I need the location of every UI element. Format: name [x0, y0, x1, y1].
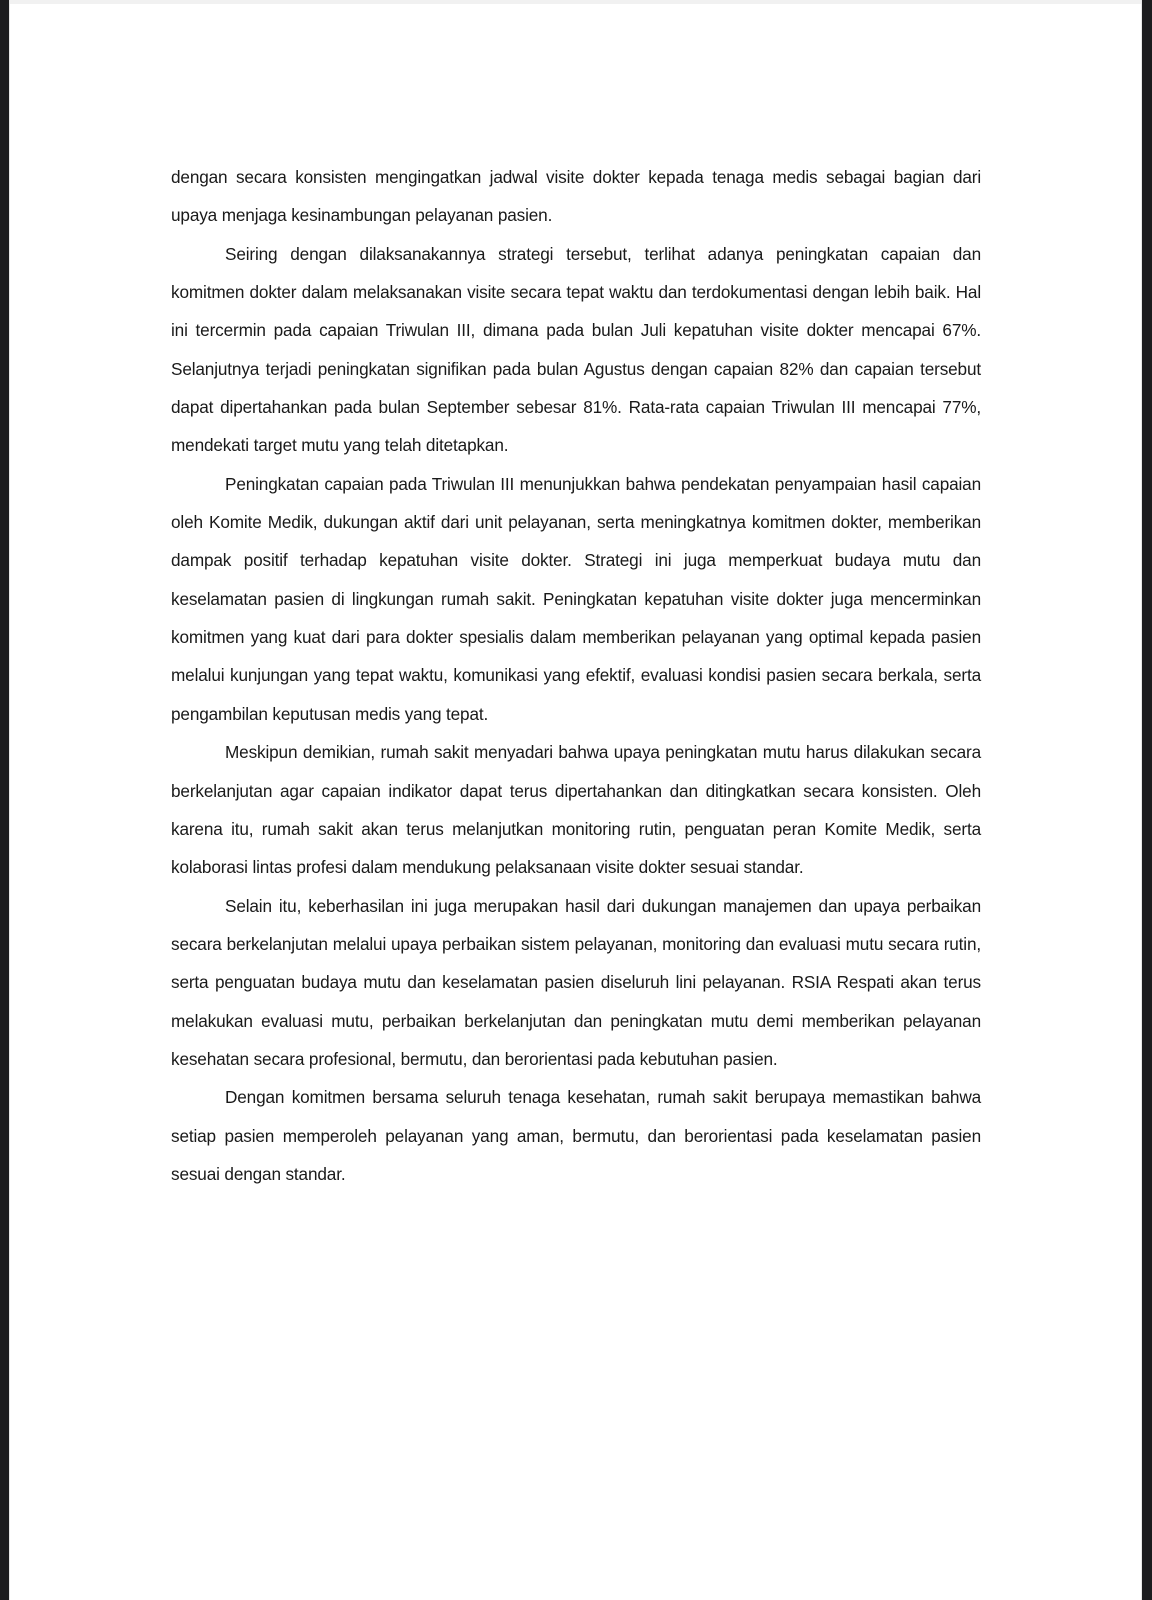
paragraph-continuation: dengan secara konsisten mengingatkan jadwal visite dokter kepada tenaga medis sebagai bagian dari upaya menjaga kesinambungan pelayanan pasien. [171, 167, 981, 226]
document-body [171, 158, 981, 1193]
document-page [9, 0, 1142, 1600]
paragraph-continuous-improvement: Meskipun demikian, rumah sakit menyadari bahwa upaya peningkatan mutu harus dilakukan secara berkelanjutan agar capaian indikator dapat terus dipertahankan dan ditingkatkan secara konsisten. Oleh karena itu, rumah sakit akan terus melanjutkan monitoring rutin, penguatan peran Komite Medik, serta kolaborasi lintas profesi dalam mendukung pelaksanaan visite dokter sesuai standar. [171, 742, 981, 878]
page-top-edge [10, 0, 1141, 4]
paragraph-triwulan-results: Seiring dengan dilaksanakannya strategi tersebut, terlihat adanya peningkatan capaian dan komitmen dokter dalam melaksanakan visite secara tepat waktu dan terdokumentasi dengan lebih baik. Hal ini tercermin pada capaian Triwulan III, dimana pada bulan Juli kepatuhan visite dokter mencapai 67%. Selanjutnya terjadi peningkatan signifikan pada bulan Agustus dengan capaian 82% dan capaian tersebut dapat dipertahankan pada bulan September sebesar 81%. Rata-rata capaian Triwulan III mencapai 77%, mendekati target mutu yang telah ditetapkan. [171, 243, 981, 456]
paragraph-closing-commitment: Dengan komitmen bersama seluruh tenaga kesehatan, rumah sakit berupaya memastikan bahwa setiap pasien memperoleh pelayanan yang aman, bermutu, dan berorientasi pada keselamatan pasien sesuai dengan standar. [171, 1087, 981, 1184]
paragraph-improvement-analysis: Peningkatan capaian pada Triwulan III menunjukkan bahwa pendekatan penyampaian hasil capaian oleh Komite Medik, dukungan aktif dari unit pelayanan, serta meningkatnya komitmen dokter, memberikan dampak positif terhadap kepatuhan visite dokter. Strategi ini juga memperkuat budaya mutu dan keselamatan pasien di lingkungan rumah sakit. Peningkatan kepatuhan visite dokter juga mencerminkan komitmen yang kuat dari para dokter spesialis dalam memberikan pelayanan yang optimal kepada pasien melalui kunjungan yang tepat waktu, komunikasi yang efektif, evaluasi kondisi pasien secara berkala, serta pengambilan keputusan medis yang tepat. [171, 473, 981, 724]
paragraph-management-support: Selain itu, keberhasilan ini juga merupakan hasil dari dukungan manajemen dan upaya perbaikan secara berkelanjutan melalui upaya perbaikan sistem pelayanan, monitoring dan evaluasi mutu secara rutin, serta penguatan budaya mutu dan keselamatan pasien diseluruh lini pelayanan. RSIA Respati akan terus melakukan evaluasi mutu, perbaikan berkelanjutan dan peningkatan mutu demi memberikan pelayanan kesehatan secara profesional, bermutu, dan berorientasi pada kebutuhan pasien. [171, 895, 981, 1069]
